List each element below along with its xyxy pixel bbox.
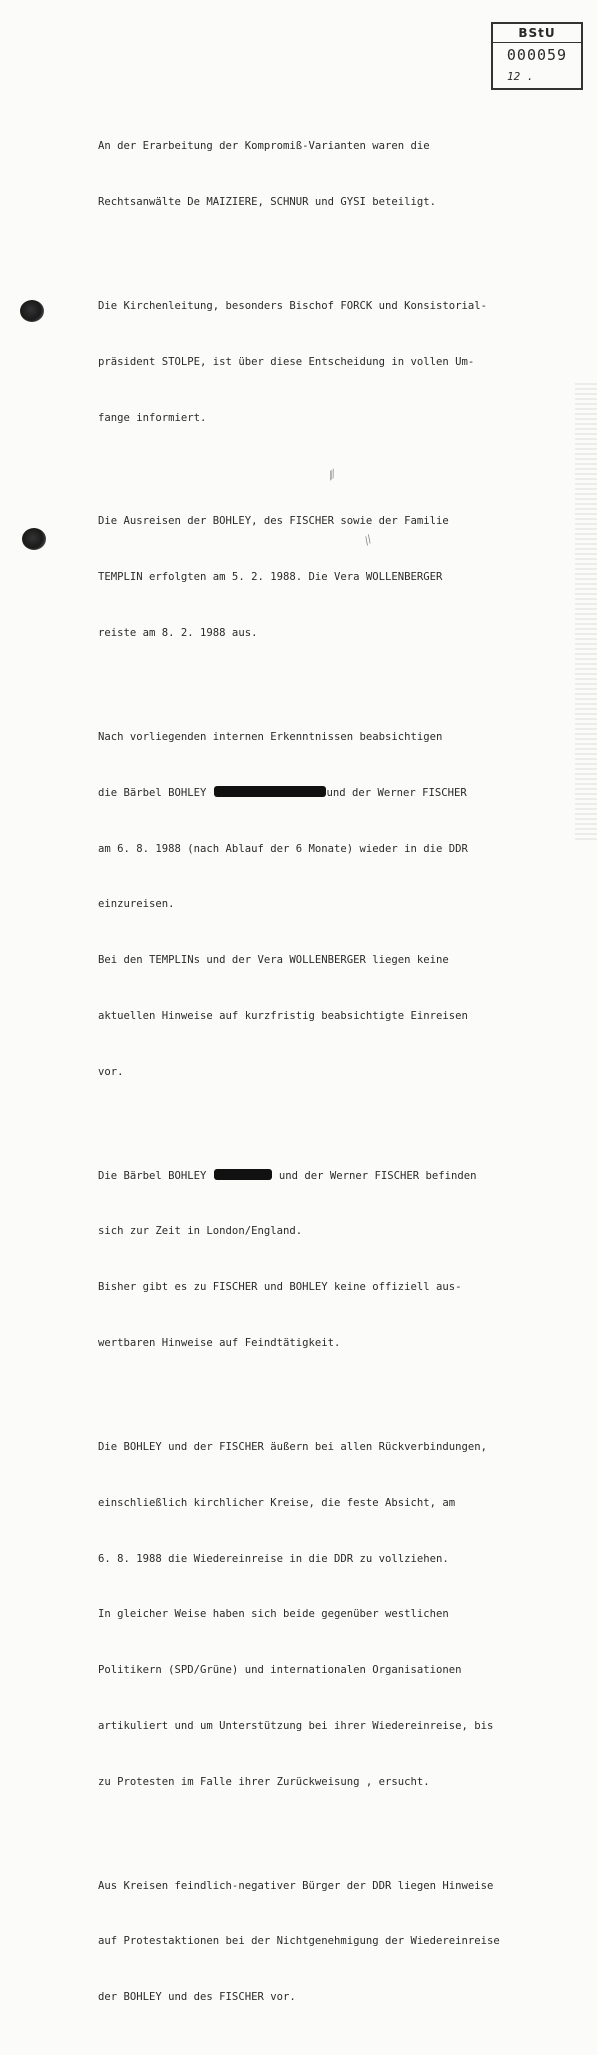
archive-stamp (491, 22, 583, 90)
text-line: vor. (98, 1065, 124, 1078)
text-line: fange informiert. (98, 411, 207, 424)
scan-edge-artifact (575, 380, 597, 840)
text-line: Die BOHLEY und der FISCHER äußern bei allen Rückverbindungen, (98, 1440, 488, 1453)
text-line: Politikern (SPD/Grüne) und internationalen Organisationen (98, 1664, 462, 1677)
text-line: Aus Kreisen feindlich-negativer Bürger der DDR liegen Hinweise (98, 1879, 494, 1892)
text-line: TEMPLIN erfolgten am 5. 2. 1988. Die Vera WOLLENBERGER (98, 571, 443, 584)
text-line-with-redaction (98, 1167, 548, 1186)
text-line: In gleicher Weise haben sich beide gegenüber westlichen (98, 1608, 449, 1621)
text-line: Die Ausreisen der BOHLEY, des FISCHER sowie der Familie (98, 515, 449, 528)
paragraph-1 (98, 100, 548, 249)
text-line: An der Erarbeitung der Kompromiß-Varianten waren die (98, 140, 430, 153)
text-line: Bei den TEMPLINs und der Vera WOLLENBERGER liegen keine (98, 954, 449, 967)
paragraph-4 (98, 691, 548, 1119)
text-line: Die Kirchenleitung, besonders Bischof FORCK und Konsistorial- (98, 299, 488, 312)
paragraph-5 (98, 1129, 548, 1389)
faint-annotation-mark: ⁄⁄⁄ (327, 469, 338, 482)
text-line: 6. 8. 1988 die Wiedereinreise in die DDR zu vollziehen. (98, 1552, 449, 1565)
paragraph-3 (98, 475, 548, 680)
text-line: Nach vorliegenden internen Erkenntnissen beabsichtigen (98, 731, 443, 743)
text-line: der BOHLEY und des FISCHER vor. (98, 1991, 296, 2004)
paragraph-2 (98, 260, 548, 465)
text-segment: und der Werner FISCHER befinden (272, 1169, 477, 1182)
text-line: am 6. 8. 1988 (nach Ablauf der 6 Monate) wieder in die DDR (98, 842, 468, 855)
text-line: einzureisen. (98, 898, 175, 911)
redaction-bar (214, 1169, 272, 1180)
text-segment: die Bärbel BOHLEY (98, 786, 207, 799)
text-line: Bisher gibt es zu FISCHER und BOHLEY keine offiziell aus- (98, 1281, 462, 1294)
page-number: 12 . (507, 70, 534, 83)
text-line: artikuliert und um Unterstützung bei ihrer Wiedereinreise, bis (98, 1719, 494, 1732)
text-line: einschließlich kirchlicher Kreise, die feste Absicht, am (98, 1496, 456, 1509)
text-line-with-redaction (98, 784, 548, 803)
paragraph-6 (98, 1401, 548, 1829)
document-body (98, 100, 548, 2055)
punch-hole-mark (20, 300, 44, 322)
paragraph-7 (98, 1839, 548, 2044)
text-line: aktuellen Hinweise auf kurzfristig beabsichtigte Einreisen (98, 1009, 468, 1022)
text-line: präsident STOLPE, ist über diese Entscheidung in vollen Um- (98, 355, 475, 368)
text-line: zu Protesten im Falle ihrer Zurückweisung , ersucht. (98, 1775, 430, 1788)
redaction-bar (214, 786, 326, 797)
text-line: sich zur Zeit in London/England. (98, 1225, 303, 1238)
text-segment: und der Werner FISCHER (326, 786, 467, 799)
stamp-label: BStU (493, 24, 581, 43)
text-line: wertbaren Hinweise auf Feindtätigkeit. (98, 1337, 341, 1349)
faint-annotation-mark: ∕∕ (362, 534, 375, 547)
text-line: Rechtsanwälte De MAIZIERE, SCHNUR und GYSI beteiligt. (98, 195, 437, 208)
punch-hole-mark (22, 528, 46, 550)
stamp-number: 000059 (506, 46, 568, 64)
text-line: reiste am 8. 2. 1988 aus. (98, 627, 258, 640)
text-line: auf Protestaktionen bei der Nichtgenehmigung der Wiedereinreise (98, 1935, 500, 1948)
text-segment: Die Bärbel BOHLEY (98, 1169, 207, 1182)
